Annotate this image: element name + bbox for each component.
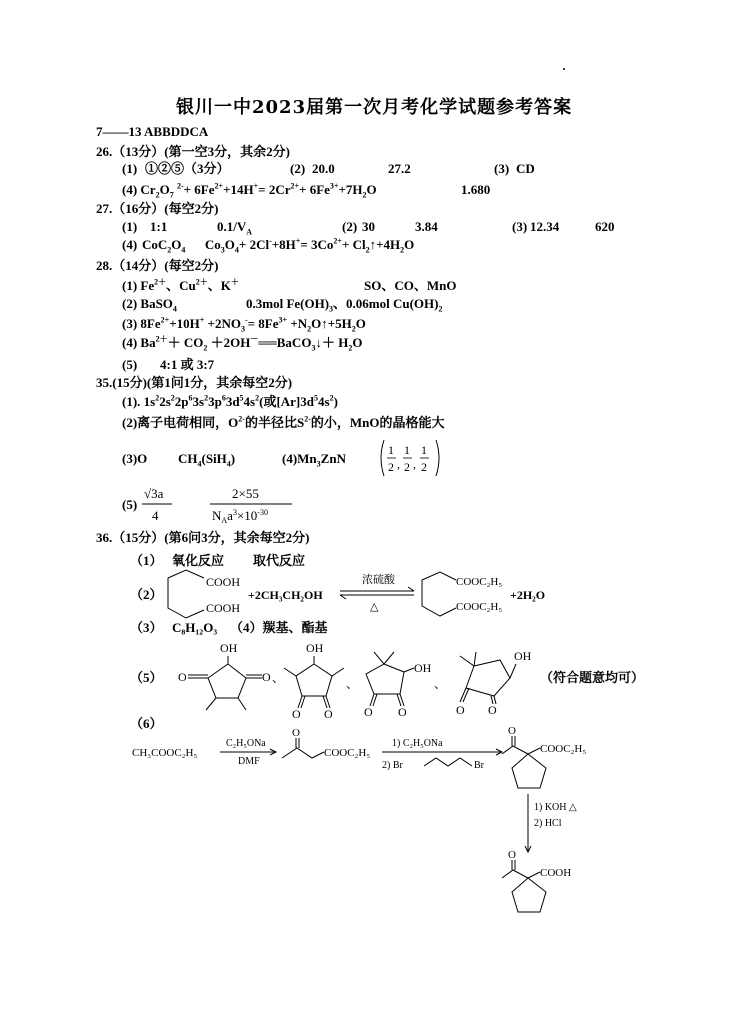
frac2-den-tail: ×10 (236, 508, 258, 523)
frac2-exp: -30 (257, 508, 268, 517)
q26-p1-label: (1) (122, 161, 138, 176)
q35-p4-label: (4)Mn (282, 451, 317, 466)
q27-p2-b: 3.84 (415, 219, 438, 234)
q26-p2-label: (2) (290, 161, 306, 176)
q27-p1-label: (1) (122, 219, 138, 234)
q26-p2-b: 27.2 (388, 161, 411, 176)
s3-oh: OH (414, 661, 432, 675)
s4-oh: OH (514, 649, 532, 663)
q28-p2-a-text: (2) BaSO (122, 296, 173, 311)
page-title: 银川一中2023届第一次月考化学试题参考答案 (176, 97, 573, 118)
q28-p2-b: 0.3mol $Fe(OH)_3$、0.06mol $Cu(OH)_2$ (246, 296, 443, 314)
q35-p4-formula: $(4)Mn_3ZnN$ (282, 451, 346, 469)
q27-p4-label: (4) (122, 237, 138, 252)
s4-o-left: O (456, 703, 465, 717)
q36-p3-label: （3） (130, 620, 163, 635)
q26-p4-value: 1.680 (461, 182, 491, 197)
frac2-den-n: N (212, 508, 222, 523)
q35-p2-c: 的小，MnO的晶格能大 (310, 415, 445, 430)
p6-br-right: Br (474, 760, 484, 771)
p2-heat: △ (370, 601, 379, 613)
choice-answers: 7——13 ABBDDCA (96, 124, 209, 139)
q36-p6-synthesis (130, 722, 630, 922)
q35-p2-b: 的半径比S (244, 415, 305, 430)
q36-p1-b: 取代反应 (253, 553, 306, 568)
coord-num-3: 1 (421, 443, 427, 457)
q27-p2-a: 30 (362, 219, 375, 234)
q36-p1-label: （1） (130, 553, 163, 568)
p6-ketone-o: O (292, 727, 300, 739)
s1-o-left: O (178, 670, 187, 684)
q35-p1-config: (1). $1s^22s^22p^63s^23p^63d^54s^2$(或$[Ar]3d^54s^2$) (122, 393, 338, 409)
frac2-den: $N_Aa^3\times 10^{-30}$ (212, 508, 268, 525)
p6-step3-a: 1) KOH △ (534, 802, 577, 813)
p2-reagent: +2CH₃CH₂OH (248, 588, 323, 602)
svg-text:,: , (413, 457, 416, 471)
p6-step1-top: C₂H₅ONa (226, 738, 266, 749)
s1-o-right: O (262, 670, 271, 684)
q26-p2-a: 20.0 (312, 161, 335, 176)
adipic-cooh-1: COOH (206, 575, 241, 589)
q28-p5-answer: 4:1 或 3:7 (160, 357, 215, 372)
ester-group-1: COOC₂H₅ (456, 576, 503, 588)
frac1-num: √3a (144, 486, 164, 501)
q28-p4-equation: (4) $Ba^{2+}+ CO_2$ ＋2OH－══BaCO$_3$↓＋ $H_2O$ (122, 334, 363, 353)
q35-p3-label: (3)O (122, 451, 148, 466)
p6-step3-b: 2) HCl (534, 818, 562, 829)
s1-oh: OH (220, 641, 238, 655)
q26-p3-label: (3) (494, 161, 510, 176)
q36-p4-answer: （4）羰基、酯基 (230, 620, 328, 635)
s3-o-left: O (364, 705, 373, 718)
q35-p5-fractions (140, 482, 300, 528)
structure-1 (178, 641, 271, 710)
structure-2 (284, 641, 344, 718)
frac2-num: 2×55 (232, 486, 259, 501)
q28-header: 28.（14分）(每空2分) (96, 258, 219, 273)
q36-p1-a: 氧化反应 (172, 553, 225, 568)
q27-p2-label: (2) (342, 219, 358, 234)
q36-p2-label: （2） (130, 587, 163, 602)
q26-p4-equation: (4) $Cr_2O_7$ $^{2-}+ 6Fe^{2+}+14H^+= 2Cr^{2+}+ 6Fe^{3+}+7H_2O$ (122, 181, 377, 200)
coord-num-1: 1 (388, 443, 394, 457)
q28-p1-b: SO、CO、MnO (364, 278, 457, 293)
q28-p1-ions: (1) $Fe^{2+}$、$Cu^{2+}$、K＋ (122, 277, 239, 293)
coord-den-2: 2 (404, 460, 410, 474)
q35-p5-label: (5) (122, 497, 138, 512)
coord-den-1: 2 (388, 460, 394, 474)
q36-p5-structures (160, 638, 560, 718)
s3-o-right: O (398, 705, 407, 718)
q27-header: 27.（16分）(每空2分) (96, 201, 219, 216)
q36-p6-label: （6） (130, 716, 163, 731)
q26-header: 26.（13分）(第一空3分，其余2分) (96, 144, 290, 159)
q27-p4-answer: $CoC_2O_4$ $Co_3O_4+ 2Cl^-+8H^+= 3Co^{2+}+$ $Cl_2↑+4H_2O$ (142, 236, 415, 255)
q36-p5-label: （5） (130, 670, 163, 685)
q26-p3-answer: CD (516, 161, 535, 176)
svg-text:、: 、 (346, 677, 359, 691)
q35-p2-a: (2)离子电荷相同，O (122, 415, 239, 430)
adipic-cooh-2: COOH (206, 601, 241, 615)
q27-p3-label: (3) (512, 219, 528, 234)
q36-p5-note: （符合题意均可） (540, 670, 645, 685)
coord-den-3: 2 (421, 460, 427, 474)
p6-ester-2: COOC₂H₅ (540, 743, 587, 755)
scan-dot (563, 68, 565, 70)
s2-o-left: O (292, 707, 301, 718)
q36-p3-formula: C₈H₁₂O₃ (172, 620, 218, 635)
q35-p4-formula-tail: ZnN (320, 451, 346, 466)
p2-catalyst: 浓硫酸 (362, 574, 395, 586)
q27-p1-b: $0.1/V_A$ (217, 219, 253, 237)
svg-text:、: 、 (434, 677, 447, 691)
frac1-den: 4 (152, 508, 159, 523)
p6-start: CH₃COOC₂H₅ (132, 747, 198, 759)
p6-step2-bottom: 2) Br (382, 760, 403, 771)
q36-p2-reaction (160, 568, 560, 622)
p6-p-o: O (508, 725, 516, 737)
p6-step1-bottom: DMF (238, 756, 260, 767)
structure-4 (456, 649, 532, 717)
svg-text:,: , (397, 457, 400, 471)
p6-step2-top: 1) C₂H₅ONa (392, 738, 443, 749)
q35-coordinate (378, 438, 442, 478)
svg-text:、: 、 (272, 671, 285, 685)
q26-p1-answer: ①②⑤（3分） (145, 161, 230, 176)
p2-product-tail: +2H₂O (510, 588, 546, 602)
s2-oh: OH (306, 641, 324, 655)
q27-p1-b-text: 0.1/V (217, 219, 247, 234)
p6-final-cooh: COOH (540, 867, 572, 879)
p6-f-o: O (508, 849, 516, 861)
ester-group-2: COOC₂H₅ (456, 601, 503, 613)
q35-header: 35.(15分)(第1问1分，其余每空2分) (96, 375, 293, 390)
coord-num-2: 1 (404, 443, 410, 457)
structure-3 (364, 652, 432, 718)
q28-p2-a: (2) BaSO$_4$ (122, 296, 177, 314)
q28-p5-label: (5) (122, 357, 138, 372)
q27-p1-a: 1:1 (150, 219, 168, 234)
s4-o-right: O (488, 703, 497, 717)
q27-p3-a: 12.34 (530, 219, 560, 234)
q35-p2-answer: (2)离子电荷相同，$O^{2-}$的半径比$S^{2-}$的小，MnO的晶格能大 (122, 414, 445, 430)
q28-p3-equation: (3) $8Fe^{2+}+10H^+ +2NO_3^-= 8Fe^{3+}$ $+N_2O↑+5H_2O$ (122, 315, 366, 334)
q27-p3-b: 620 (595, 219, 615, 234)
s2-o-right: O (324, 707, 333, 718)
p6-ester-1: COOC₂H₅ (324, 747, 371, 759)
q36-header: 36.（15分）(第6问3分，其余每空2分) (96, 530, 310, 545)
q35-p3-answer: $CH_4(SiH_4)$ (178, 451, 236, 469)
q35-p3-b: CH (178, 451, 198, 466)
